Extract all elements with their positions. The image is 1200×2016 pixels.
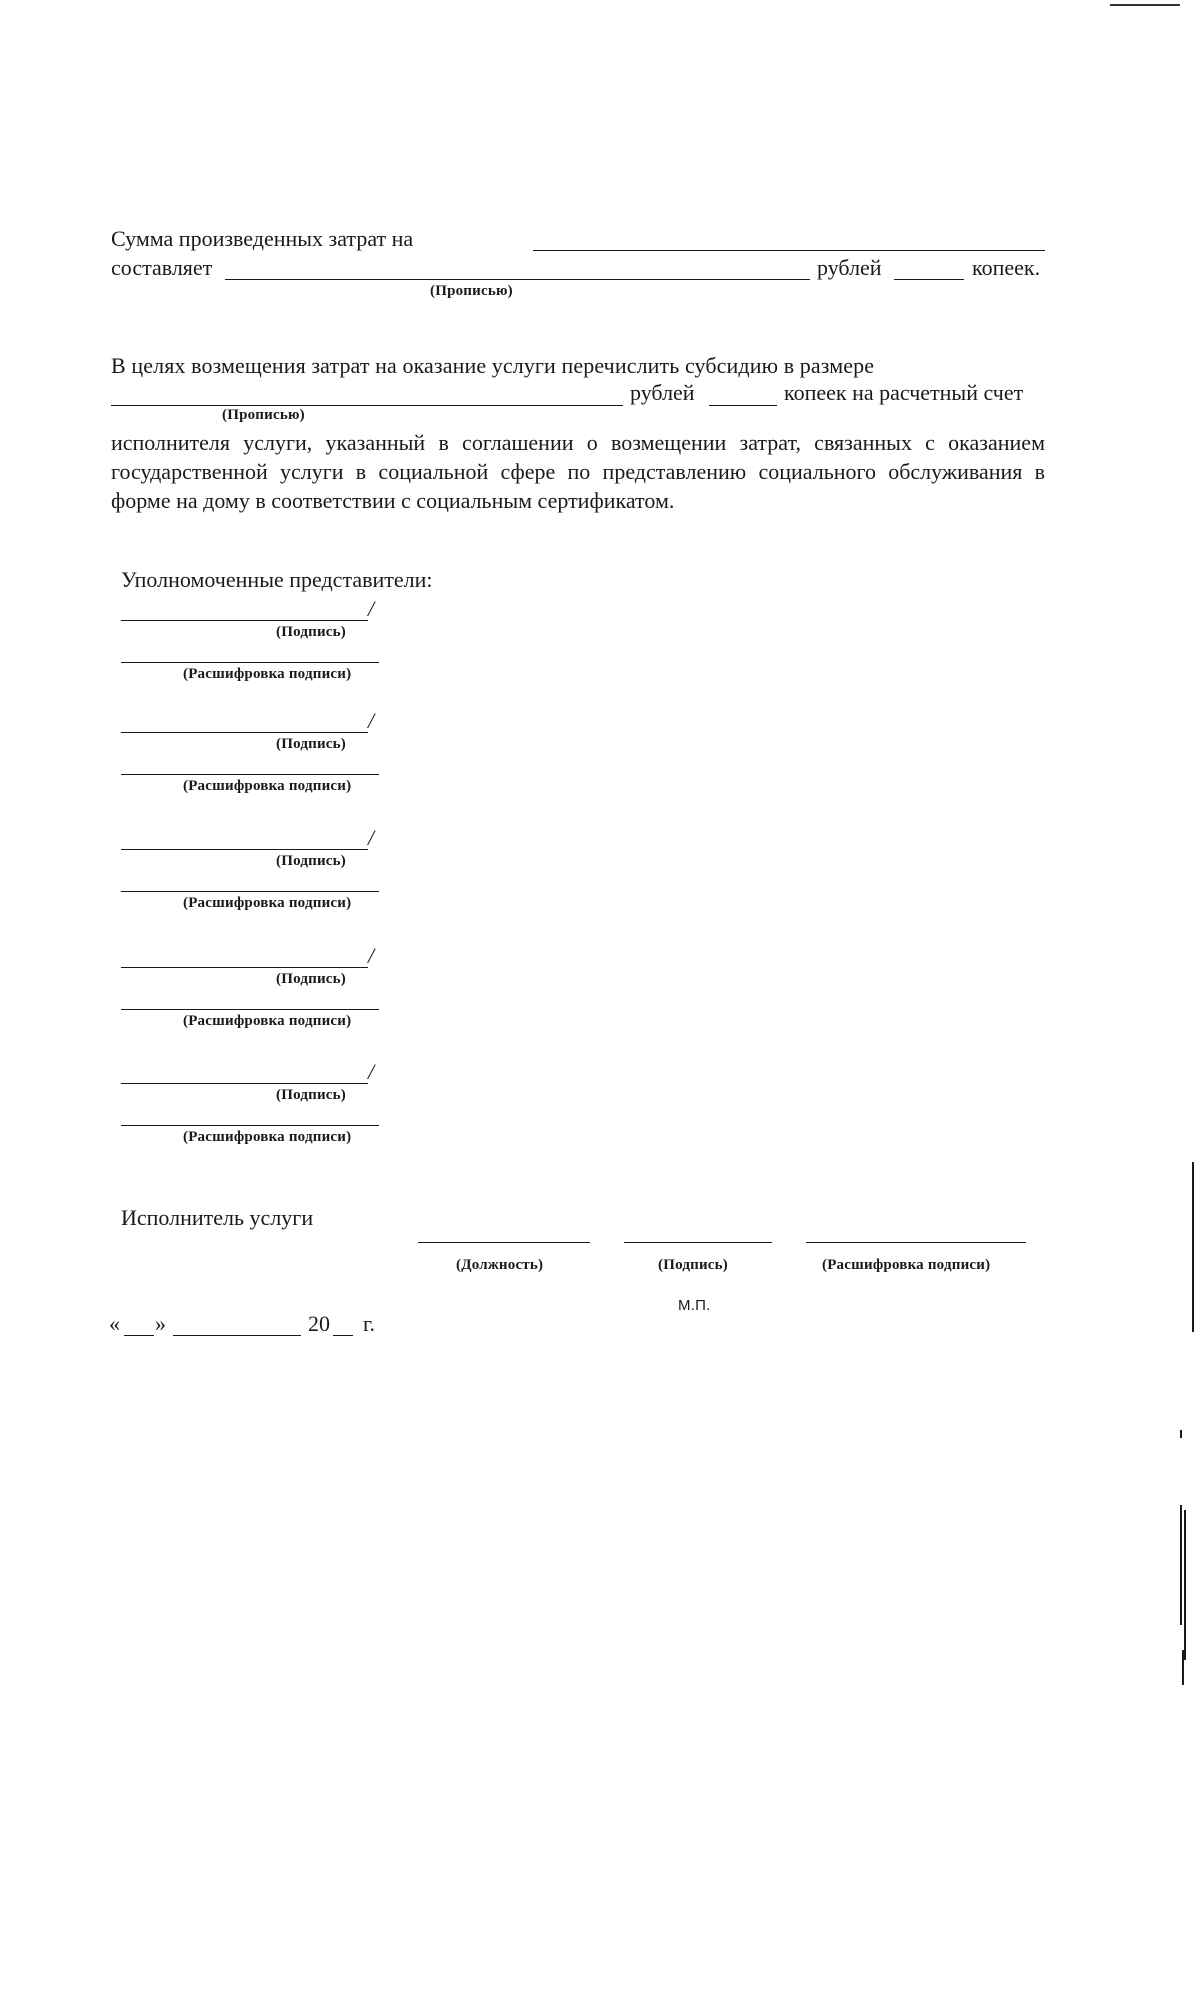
rep3-decode-hint: (Расшифровка подписи) [183, 895, 352, 911]
rep2-decode-hint: (Расшифровка подписи) [183, 778, 352, 794]
scan-edge-mark [1184, 1510, 1186, 1660]
rep4-signature-line[interactable] [121, 967, 368, 968]
cost-amount-blank[interactable] [225, 279, 810, 280]
rep2-signature-hint: (Подпись) [276, 736, 346, 752]
cost-kopecks-label: копеек. [972, 255, 1041, 280]
scan-edge-mark [1180, 1430, 1182, 1438]
rep3-decode-line[interactable] [121, 891, 379, 892]
subsidy-in-words-hint: (Прописью) [222, 407, 305, 423]
date-year-blank[interactable] [333, 1335, 353, 1336]
rep5-signature-hint: (Подпись) [276, 1087, 346, 1103]
cost-kopecks-blank[interactable] [894, 279, 964, 280]
scan-edge-mark [1182, 1650, 1184, 1685]
cost-rubles-label: рублей [817, 255, 882, 280]
subsidy-rubles-label: рублей [630, 380, 695, 405]
date-year-suffix: г. [363, 1311, 376, 1336]
rep5-decode-hint: (Расшифровка подписи) [183, 1129, 352, 1145]
subsidy-line1: В целях возмещения затрат на оказание услуги перечислить субсидию в размере [111, 353, 875, 378]
rep2-signature-line[interactable] [121, 732, 368, 733]
executor-signature-hint: (Подпись) [658, 1257, 728, 1273]
rep2-slash: / [368, 708, 375, 733]
scan-edge-mark [1192, 1162, 1194, 1332]
executor-signature-line[interactable] [624, 1242, 772, 1243]
date-month-blank[interactable] [173, 1335, 301, 1336]
rep2-decode-line[interactable] [121, 774, 379, 775]
rep4-decode-hint: (Расшифровка подписи) [183, 1013, 352, 1029]
subsidy-kopecks-blank[interactable] [709, 405, 777, 406]
scan-artifact-line [1110, 4, 1180, 6]
rep5-signature-line[interactable] [121, 1083, 368, 1084]
executor-decode-hint: (Расшифровка подписи) [822, 1257, 991, 1273]
rep1-decode-hint: (Расшифровка подписи) [183, 666, 352, 682]
executor-position-hint: (Должность) [456, 1257, 544, 1273]
stamp-placeholder: М.П. [678, 1297, 711, 1314]
date-year-prefix: 20 [308, 1311, 330, 1336]
rep4-decode-line[interactable] [121, 1009, 379, 1010]
representatives-heading: Уполномоченные представители: [121, 567, 433, 592]
rep3-signature-line[interactable] [121, 849, 368, 850]
subsidy-amount-blank[interactable] [111, 405, 623, 406]
cost-label: Сумма произведенных затрат на [111, 226, 414, 251]
date-day-blank[interactable] [124, 1335, 154, 1336]
date-close-quote: » [155, 1311, 166, 1336]
rep1-signature-line[interactable] [121, 620, 368, 621]
cost-in-words-hint: (Прописью) [430, 283, 513, 299]
rep1-decode-line[interactable] [121, 662, 379, 663]
cost-amount-label: составляет [111, 255, 213, 280]
date-open-quote: « [109, 1311, 120, 1336]
executor-decode-line[interactable] [806, 1242, 1026, 1243]
rep4-slash: / [368, 943, 375, 968]
scan-edge-mark [1180, 1505, 1182, 1625]
rep3-signature-hint: (Подпись) [276, 853, 346, 869]
rep5-slash: / [368, 1059, 375, 1084]
executor-position-line[interactable] [418, 1242, 590, 1243]
rep5-decode-line[interactable] [121, 1125, 379, 1126]
subsidy-account-label: копеек на расчетный счет [784, 380, 1024, 405]
rep1-slash: / [368, 596, 375, 621]
cost-target-blank[interactable] [533, 250, 1045, 251]
rep1-signature-hint: (Подпись) [276, 624, 346, 640]
rep3-slash: / [368, 825, 375, 850]
subsidy-paragraph: исполнителя услуги, указанный в соглашении о возмещении затрат, связанных с оказанием государственной услуги в социальной сфере по представлению социального обслуживания в форме на дому в соответствии с социальным сертификатом. [111, 430, 1045, 513]
rep4-signature-hint: (Подпись) [276, 971, 346, 987]
executor-label: Исполнитель услуги [121, 1205, 314, 1230]
